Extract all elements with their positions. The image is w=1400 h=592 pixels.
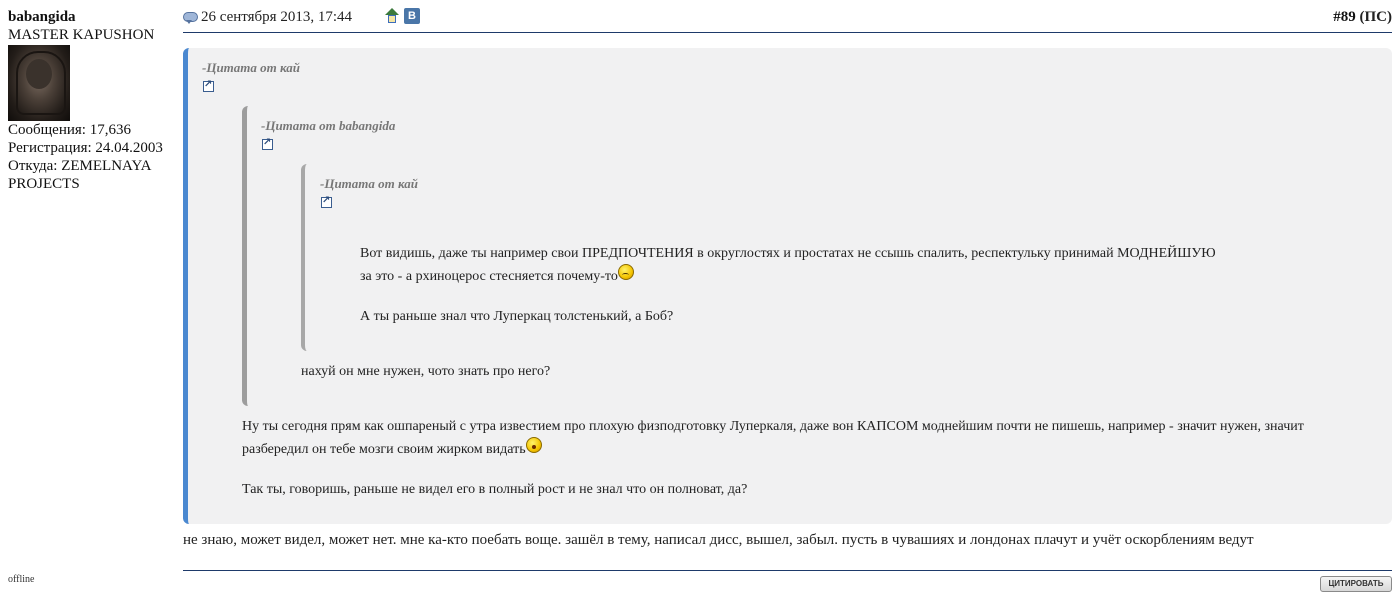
author-location-line1: Откуда: ZEMELNAYA [8, 158, 152, 174]
quote-author-2: -Цитата от babangida [261, 118, 396, 133]
author-title: MASTER KAPUSHON [8, 27, 155, 43]
home-icon[interactable] [384, 8, 400, 24]
quote-3-line-1: Вот видишь, даже ты например свои ПРЕДПОЧТЕНИЯ в округлостях и простатах не ссышь спалить, респектульку принимай МОДНЕЙШУЮ [360, 246, 1216, 261]
quote-author-3: -Цитата от кай [320, 176, 419, 191]
quote-1-line-1: Ну ты сегодня прям как ошпареный с утра известием про плохую физподготовку Луперкаля, даже вон КАПСОМ моднейшим почти не пишешь, например - значит нужен, значит [242, 419, 1304, 434]
quote-1-line-2-row [242, 437, 542, 460]
quote-3-line-3: А ты раньше знал что Луперкац толстенький, а Боб? [360, 309, 674, 324]
shocked-smiley-icon [526, 437, 542, 453]
quote-3-line-2: за это - а рхиноцерос стесняется почему-то [360, 269, 618, 284]
quote-button[interactable]: ЦИТИРОВАТЬ [1320, 576, 1392, 592]
vk-icon[interactable]: B [404, 8, 420, 24]
post-date: 26 сентября 2013, 17:44 [201, 9, 352, 25]
post-actions [384, 8, 420, 24]
jump-to-post-icon[interactable] [262, 139, 273, 150]
author-registered: Регистрация: 24.04.2003 [8, 140, 163, 156]
author-location-line2: PROJECTS [8, 176, 80, 192]
quote-author-1: -Цитата от кай [202, 60, 301, 75]
post-number-link[interactable]: #89 [1333, 9, 1356, 25]
quote-1-line-3: Так ты, говоришь, раньше не видел его в полный рост и не знал что он полноват, да? [242, 482, 748, 497]
sad-smiley-icon [618, 264, 634, 280]
post-date-block [183, 9, 352, 26]
quote-2-reply: нахуй он мне нужен, чото знать про него? [301, 364, 551, 379]
author-status: offline [8, 574, 35, 585]
author-panel [8, 8, 178, 193]
quote-3-line-2-row [360, 264, 634, 287]
author-username[interactable]: babangida [8, 9, 76, 25]
avatar[interactable] [8, 45, 70, 121]
jump-to-post-icon[interactable] [321, 197, 332, 208]
post-body: не знаю, может видел, может нет. мне ка-кто поебать воще. зашёл в тему, написал дисс, вышел, забыл. пусть в чувашиях и лондонах плачут и учёт оскорблениям ведут [183, 532, 1254, 548]
post-header [183, 6, 1392, 33]
avatar-face-shape [26, 59, 52, 89]
jump-to-post-icon[interactable] [203, 81, 214, 92]
author-posts-count: Сообщения: 17,636 [8, 122, 131, 138]
quote-1-line-2: разбередил он тебе мозги своим жирком видать [242, 442, 526, 457]
post-number-suffix: (ПС) [1359, 9, 1392, 25]
speech-bubble-icon [183, 12, 197, 23]
post-footer-divider [183, 570, 1392, 571]
post-number [1333, 9, 1392, 26]
